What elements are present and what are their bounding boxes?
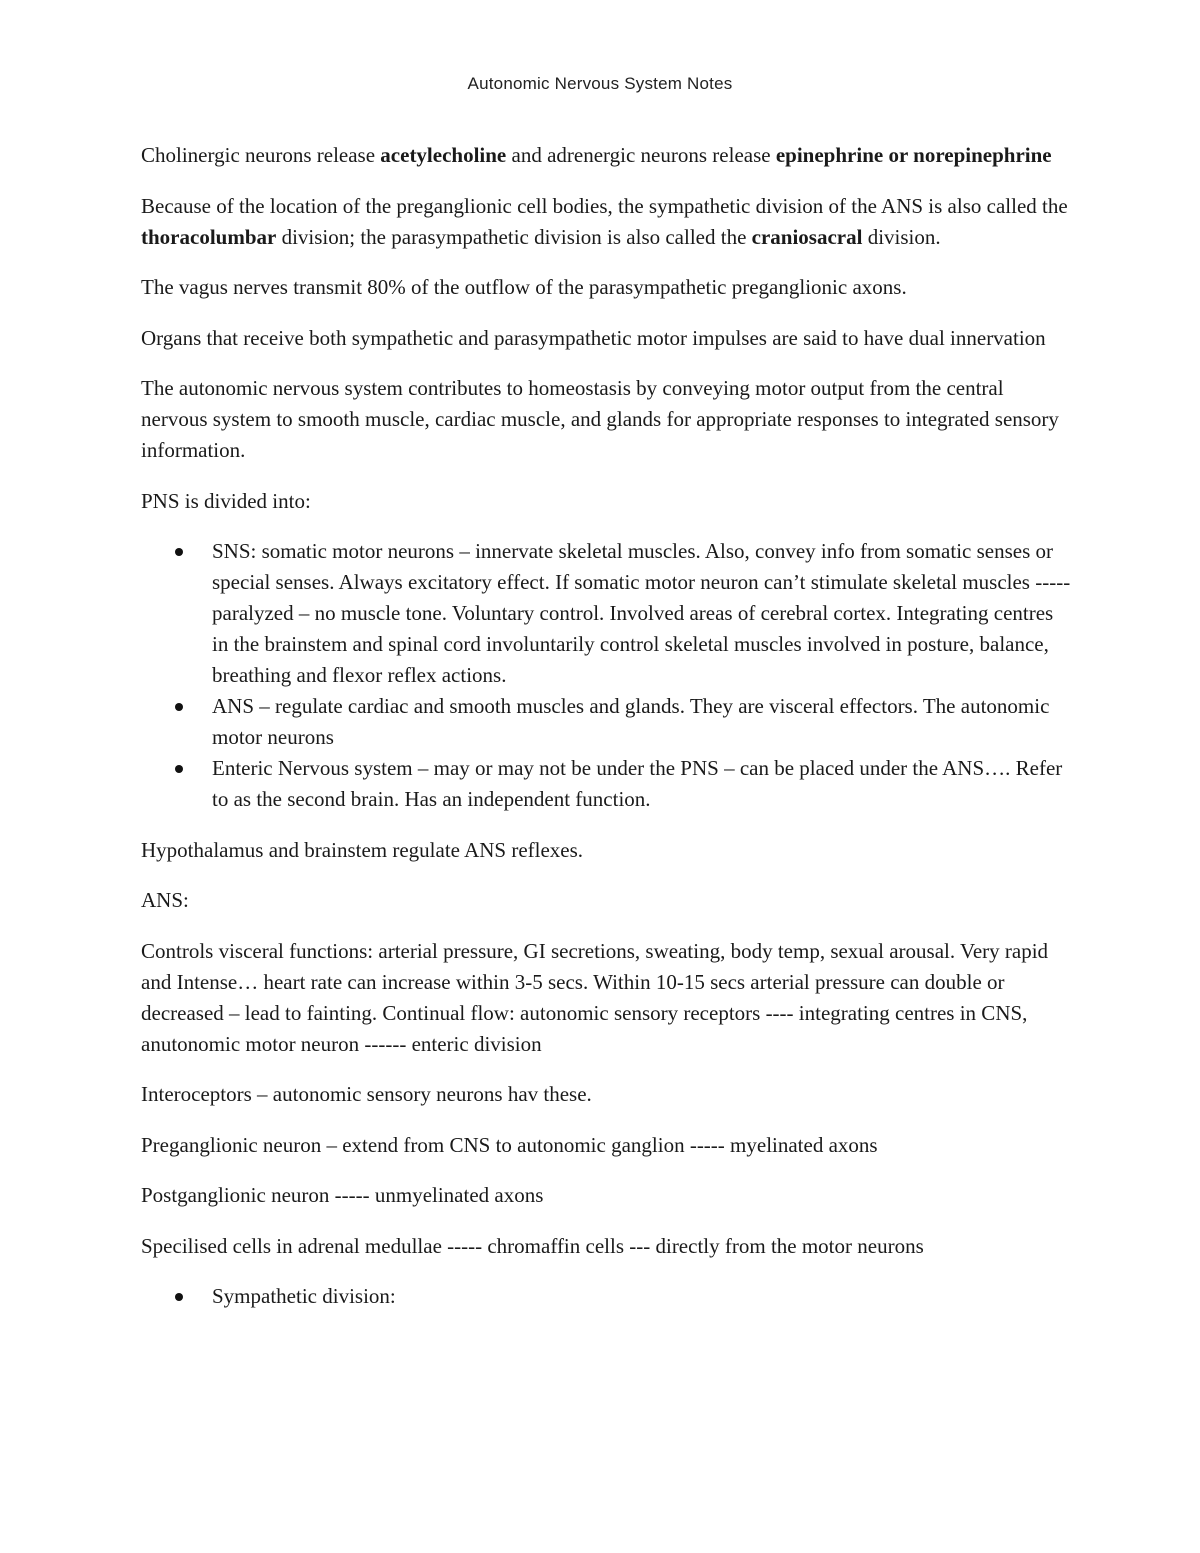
bold-term-epinephrine: epinephrine or norepinephrine: [775, 143, 1052, 167]
sympathetic-bullet-list: [141, 1281, 1071, 1312]
list-item: [141, 691, 1071, 753]
text-run: division.: [862, 224, 941, 249]
bullet-icon: [175, 548, 183, 556]
paragraph-pns-divided: PNS is divided into:: [141, 488, 311, 513]
list-item: [141, 753, 1071, 815]
bold-term-thoracolumbar: thoracolumbar: [141, 224, 277, 249]
list-item-text: SNS: somatic motor neurons – innervate skeletal muscles. Also, convey info from somatic senses or special senses. Always excitatory effect. If somatic motor neuron can’t stimulate skeletal muscles -----paralyzed – no muscle tone. Voluntary control. Involved areas of cerebral cortex. Integrating centres in the brainstem and spinal cord involuntarily control skeletal muscles involved in posture, balance, breathing and flexor reflex actions.: [212, 539, 1071, 687]
paragraph-dual-innervation: Organs that receive both sympathetic and parasympathetic motor impulses are said to have dual innervation: [141, 325, 1046, 350]
list-item-text: ANS – regulate cardiac and smooth muscles and glands. They are visceral effectors. The autonomic motor neurons: [212, 694, 1050, 749]
text-run: and adrenergic neurons release: [506, 143, 776, 167]
page-title: Autonomic Nervous System Notes: [467, 74, 733, 93]
paragraph-chromaffin: Specilised cells in adrenal medullae ----- chromaffin cells --- directly from the motor neurons: [141, 1233, 924, 1258]
list-item: [141, 536, 1071, 691]
paragraph-vagus: The vagus nerves transmit 80% of the outflow of the parasympathetic preganglionic axons.: [141, 275, 907, 299]
text-run: Cholinergic neurons release: [141, 143, 381, 167]
paragraph-divisions: [141, 191, 1071, 253]
bullet-icon: [175, 703, 183, 711]
list-item-text: Sympathetic division:: [212, 1284, 396, 1308]
list-item-text: Enteric Nervous system – may or may not be under the PNS – can be placed under the ANS…. Refer to as the second brain. Has an independent function.: [212, 756, 1063, 811]
paragraph-hypothalamus: Hypothalamus and brainstem regulate ANS reflexes.: [141, 837, 584, 862]
bold-term-craniosacral: craniosacral: [751, 224, 863, 249]
list-item: [141, 1281, 1071, 1312]
text-run: Because of the location of the preganglionic cell bodies, the sympathetic division of the ANS is also called the: [141, 193, 1068, 218]
paragraph-homeostasis: The autonomic nervous system contributes to homeostasis by conveying motor output from the central nervous system to smooth muscle, cardiac muscle, and glands for appropriate responses to integrated sensory information.: [141, 376, 1059, 462]
paragraph-ans-heading: ANS:: [141, 888, 189, 912]
bold-term-acetylcholine: acetylecholine: [380, 143, 507, 167]
paragraph-preganglionic: Preganglionic neuron – extend from CNS to autonomic ganglion ----- myelinated axons: [141, 1132, 878, 1157]
paragraph-postganglionic: Postganglionic neuron ----- unmyelinated axons: [141, 1183, 544, 1207]
text-run: division; the parasympathetic division is also called the: [276, 224, 752, 249]
bullet-icon: [175, 1293, 183, 1301]
document-body: [141, 140, 1071, 1332]
paragraph-interoceptors: Interoceptors – autonomic sensory neurons hav these.: [141, 1082, 592, 1106]
paragraph-neurotransmitters: [141, 140, 1071, 171]
paragraph-visceral-functions: Controls visceral functions: arterial pressure, GI secretions, sweating, body temp, sexual arousal. Very rapid and Intense… heart rate can increase within 3-5 secs. Within 10-15 secs arterial pressure can double or decreased – lead to fainting. Continual flow: autonomic sensory receptors ---- integrating centres in CNS, anutonomic motor neuron ------ enteric division: [141, 938, 1049, 1056]
pns-bullet-list: [141, 536, 1071, 815]
bullet-icon: [175, 765, 183, 773]
